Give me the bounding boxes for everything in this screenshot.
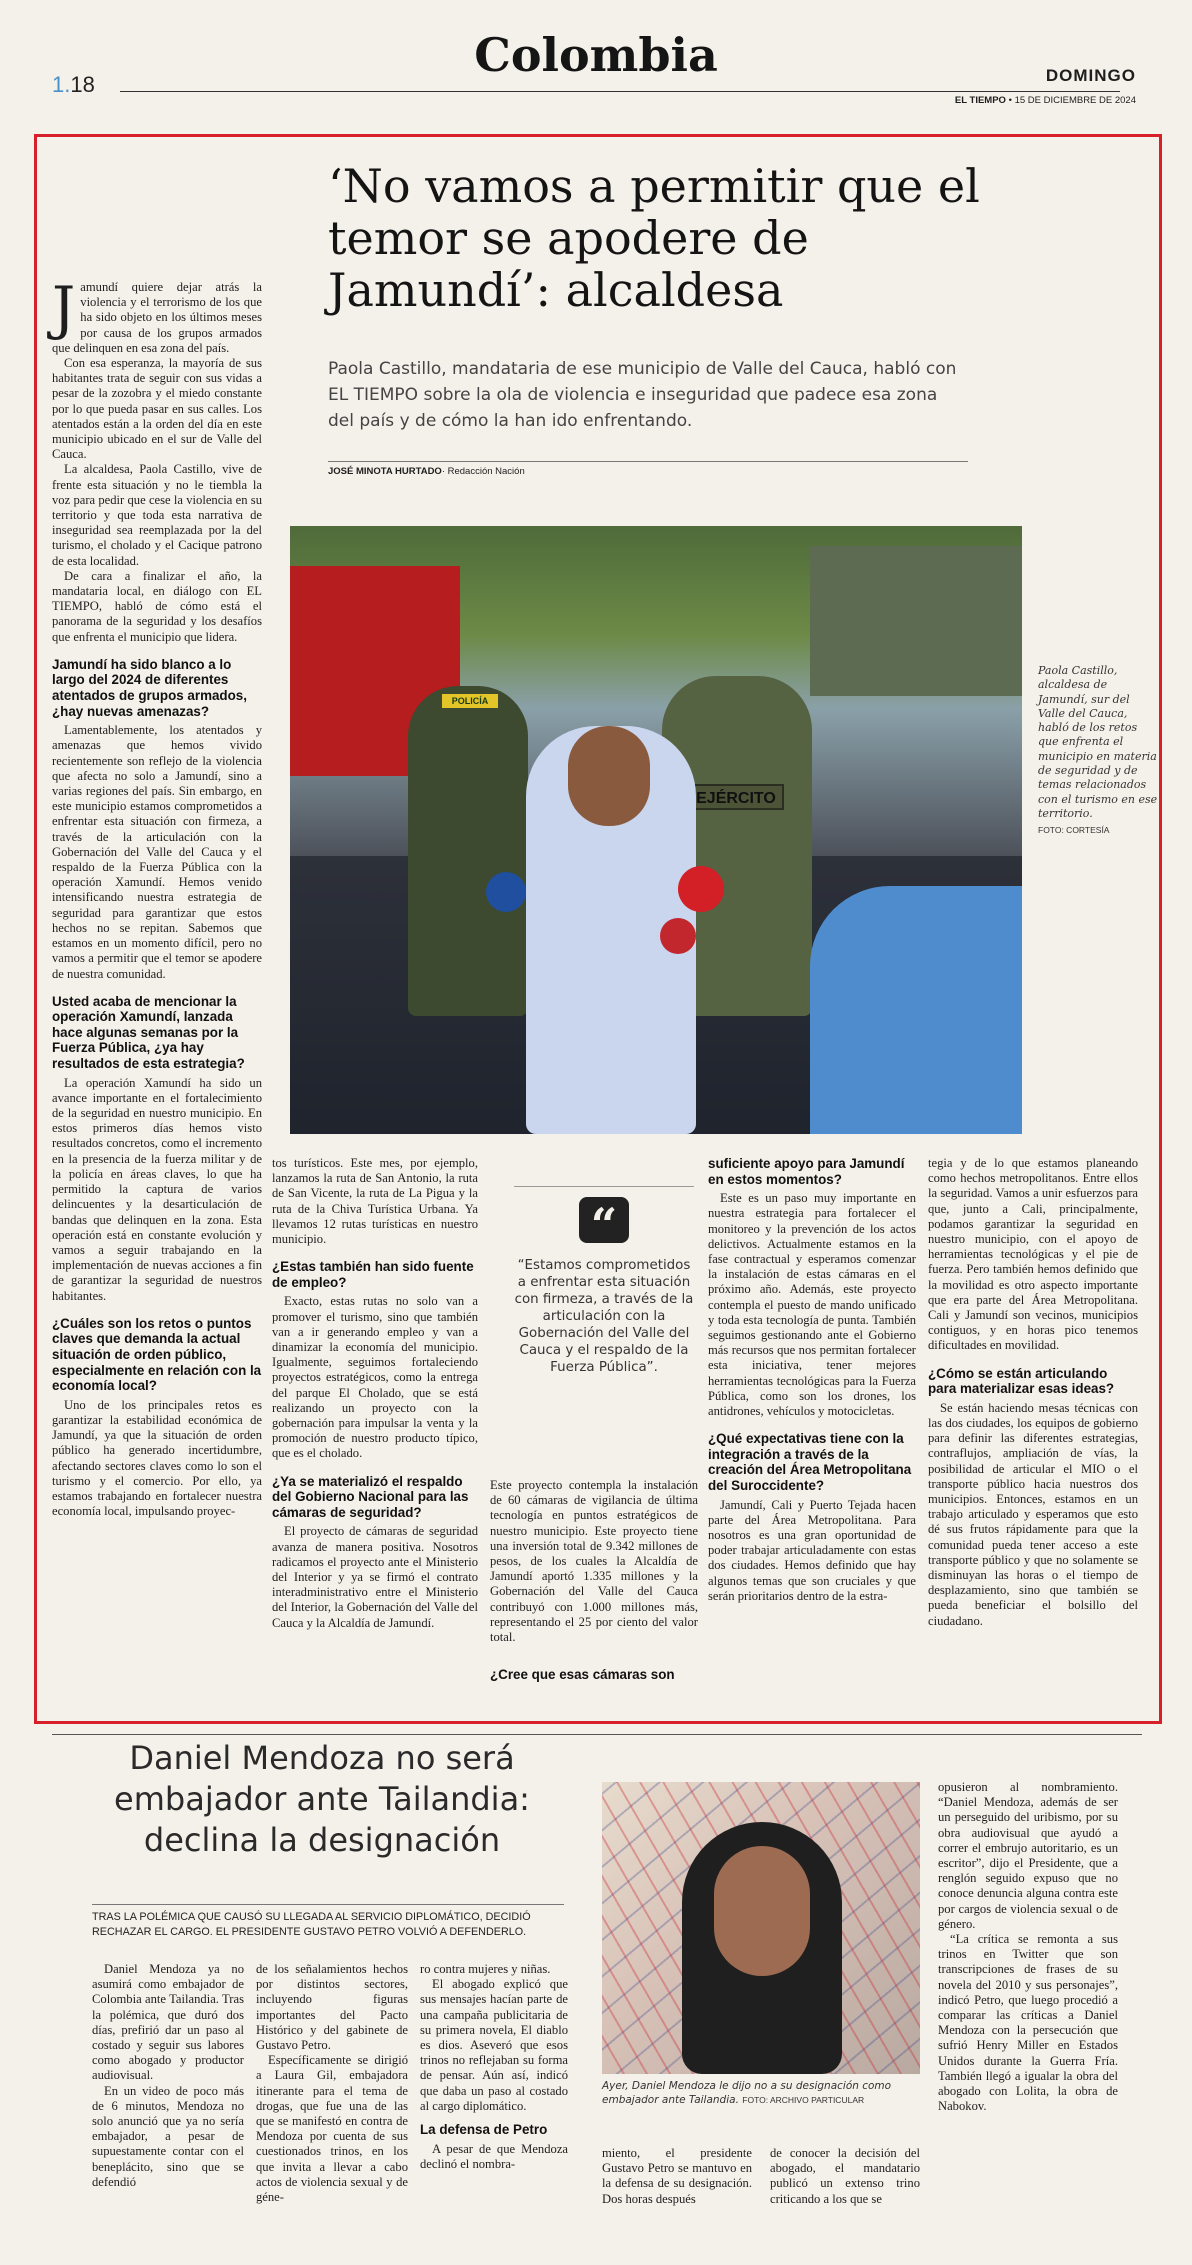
col5-question-1: ¿Cómo se están articulando para materializar esas ideas? <box>928 1365 1115 1397</box>
microphone-red-small <box>660 918 696 954</box>
sec-col2-p2: Específicamente se dirigió a Laura Gil, embajadora itinerante para el tema de drogas, que fue una de las que se manifestó en contra de Mendoza por cuenta de sus cuestionados trinos, en los que invita a llevar a cabo actos de violencia sexual y de géne- <box>256 2053 408 2205</box>
header-date: 15 DE DICIEMBRE DE 2024 <box>1014 95 1136 106</box>
army-vest-label: EJÉRCITO <box>688 784 784 810</box>
secondary-headline: Daniel Mendoza no será embajador ante Tailandia: declina la designación <box>114 1739 530 1859</box>
secondary-caption-text: Ayer, Daniel Mendoza le dijo no a su designación como embajador ante Tailandia. <box>602 2080 892 2106</box>
byline-name: JOSÉ MINOTA HURTADO <box>328 466 442 477</box>
dek-rule <box>328 461 968 462</box>
secondary-column-3 <box>420 1962 568 2172</box>
sec-col4-p1: miento, el presidente Gustavo Petro se mantuvo en la defensa de su designación. Dos horas después <box>602 2146 752 2206</box>
photo-caption <box>1038 664 1160 838</box>
article-column-5 <box>928 1156 1138 1629</box>
quote-icon: “ <box>579 1197 629 1243</box>
col5-p1: tegia y de lo que estamos planeando como hechos metropolitanos. Entre ellos la seguridad. Vamos a unir esfuerzos para que, junto a Cali, principalmente, podamos garantizar la seguridad en nuestro municipio, con el apoyo de herramientas tecnológicas y el pie de fuerza. Pero también hemos definido que la movilidad es otro aspecto importante que era parte del Área Metropolitana. Cali y Jamundí son vecinos, municipios contiguos, y en horas pico tenemos dificultades en movilidad. <box>928 1156 1138 1353</box>
police-officer-shape <box>408 686 528 1016</box>
article-dek: Paola Castillo, mandataria de ese municipio de Valle del Cauca, habló con EL TIEMPO sobre la ola de violencia e inseguridad que padece esa zona del país y de cómo la han ido enfrentando. <box>328 359 957 431</box>
col4-p2: Jamundí, Cali y Puerto Tejada hacen parte del Área Metropolitana. Para nosotros es una gran oportunidad de poder trabajar articuladamente con estas dos ciudades. Hemos definido que hay algunos temas que son cruciales y que serán prioritarios dentro de la estra- <box>708 1497 916 1603</box>
secondary-column-1 <box>92 1962 244 2190</box>
col1-p4: De cara a finalizar el año, la mandataria local, en diálogo con EL TIEMPO, habló de cómo está el panorama de la seguridad y los desafíos que enfrenta el municipio que lidera. <box>52 568 262 644</box>
secondary-dek-rule <box>92 1904 564 1905</box>
col1-p6: La operación Xamundí ha sido un avance importante en el fortalecimiento de la seguridad en nuestro municipio. En estos primeros días hemos visto resultados concretos, como el incremento en la presencia de la fuerza militar y de la policía en áreas claves, lo que ha permitido la captura de varios delincuentes y la desarticulación de bandas que delinquen en la zona. Esta operación está en constante evolución y vamos a seguir trabajando en la implementación de nuevas acciones a fin de garantizar la seguridad de nuestros habitantes. <box>52 1075 262 1303</box>
sec-col3-p1: ro contra mujeres y niñas. <box>420 1962 551 1976</box>
photo-caption-text: Paola Castillo, alcaldesa de Jamundí, sur del Valle del Cauca, habló de los retos que enfrenta el municipio en materia de seguridad y de temas relacionados con el turismo en ese territorio. <box>1038 664 1158 820</box>
col1-question-2: Usted acaba de mencionar la operación Xamundí, lanzada hace algunas semanas por la Fuerza Pública, ¿ya hay resultados de esta estrategia? <box>52 993 245 1072</box>
col2-p1: tos turísticos. Este mes, por ejemplo, lanzamos la ruta de San Antonio, la ruta de San Vicente, la ruta de La Pigua y la ruta de la Chiva Turística Urbana. Ya llevamos 12 rutas turísticas en nuestro municipio. <box>272 1156 478 1247</box>
col1-question-3: ¿Cuáles son los retos o puntos claves que demanda la actual situación de orden público, especialmente en relación con la economía local? <box>52 1315 262 1394</box>
article-byline <box>328 466 525 477</box>
pull-quote-box <box>514 1186 694 1376</box>
col2-p2: Exacto, estas rutas no solo van a promover el turismo, sino que también van a ir generando empleo y van a dinamizar la economía del municipio. Igualmente, seguimos fortaleciendo proyectos estratégicos, como la entrega del parque El Cholado, que se está realizando un proyecto con la gobernación para impulsar la venta y la promoción de nuestro producto típico, que es el cholado. <box>272 1294 478 1461</box>
microphone-blue <box>486 872 526 912</box>
article-headline: ‘No vamos a permitir que el temor se apodere de Jamundí’: alcaldesa <box>328 159 980 317</box>
secondary-column-2 <box>256 1962 408 2205</box>
page-number-value: 18 <box>70 72 95 97</box>
page-number-prefix: 1. <box>52 72 71 97</box>
sec-col6-p2: “La crítica se remonta a sus trinos en Twitter que son transcripciones de frases de su novela del 2010 y sus personajes”, indicó Petro, que luego procedió a comparar las críticas a Daniel Mendoza con la persecución que sufrió Henry Miller en Estados Unidos durante la Guerra Fría. También llegó a igualar la obra del abogado con Lolita, la obra de Nabokov. <box>938 1932 1118 2114</box>
mayor-head-shape <box>568 726 650 826</box>
sec-col1-p2: En un video de poco más de 6 minutos, Mendoza no solo anunció que ya no sería embajador, a pesar de supuestamente contar con el beneplácito, sino que se defendió <box>92 2083 244 2189</box>
secondary-dek: TRAS LA POLÉMICA QUE CAUSÓ SU LLEGADA AL SERVICIO DIPLOMÁTICO, DECIDIÓ RECHAZAR EL CARGO. EL PRESIDENTE GUSTAVO PETRO VOLVIÓ A DEFENDERLO. <box>92 1911 531 1938</box>
sec-col6-p1: opusieron al nombramiento. “Daniel Mendoza, además de ser un perseguido del uribismo, por su obra audiovisual que ayudó a correr el embrujo autoritario, es un escritor”, dijo el Presidente, que a renglón seguido expuso que no conoce denuncia alguna contra este por cargos de violencia sexual o de género. <box>938 1780 1118 1931</box>
drop-cap: J <box>52 274 76 342</box>
section-title: Colombia <box>474 28 718 82</box>
pull-quote-rule-top <box>514 1186 694 1187</box>
col5-p2: Se están haciendo mesas técnicas con las dos ciudades, los equipos de gobierno para definir las diferentes estrategias, contraflujos, ampliación de vías, la posibilidad de articular el MIO o el transporte público hacia nuestros dos municipios. Entonces, estamos en un trabajo articulado y esperamos que esto dé sus frutos rápidamente para que la comunidad pueda tener acceso a este transporte público y que no solamente se disminuyan las horas o el tiempo de desplazamiento, sino que también se pueda beneficiar el bolsillo del ciudadano. <box>928 1400 1138 1628</box>
photo-credit: FOTO: CORTESÍA <box>1038 825 1110 836</box>
article-separator <box>52 1734 1142 1735</box>
sec-col3-p2: El abogado explicó que sus mensajes hacían parte de una campaña publicitaria de su primera novela, El diablo es dios. Aseveró que esos trinos no reflejaban su forma de pensar. Aún así, indicó que daba un paso al costado al cargo diplomático. <box>420 1977 568 2113</box>
article-secondary <box>0 1736 1192 2265</box>
col1-p3: La alcaldesa, Paola Castillo, vive de frente esta situación y no le tiembla la voz para pedir que cese la violencia en su territorio y que toda esta narrativa de inseguridad sea reemplazada por la del turismo, el cholado y el Cacique patrono de esta localidad. <box>52 462 262 568</box>
col4-question-cont: suficiente apoyo para Jamundí en estos momentos? <box>708 1156 905 1187</box>
col4-question-1: ¿Qué expectativas tiene con la integración a través de la creación del Área Metropolitana del Suroccidente? <box>708 1431 912 1494</box>
col1-p1: amundí quiere dejar atrás la violencia y el terrorismo de los que ha sido objeto en los últimos meses por causa de los grupos armados que delinquen en esa zona del país. <box>52 280 262 355</box>
pull-quote-text: “Estamos comprometidos a enfrentar esta situación con firmeza, a través de la articulación con la Gobernación del Valle del Cauca y el respaldo de la Fuerza Pública”. <box>514 1258 694 1375</box>
col2-p3: El proyecto de cámaras de seguridad avanza de manera positiva. Nosotros radicamos el proyecto ante el Ministerio del Interior y ya se firmó el contrato interadministrativo entre el Ministerio del Interior, la Gobernación del Valle del Cauca y la Alcaldía de Jamundí. <box>272 1524 478 1630</box>
header-date-sep: • <box>1005 95 1015 106</box>
col1-p5: Lamentablemente, los atentados y amenazas que hemos vivido recientemente son reflejo de la violencia que afecta no solo a Jamundí, sino a varias regiones del país. Sin embargo, en este municipio estamos comprometidos a enfrentar esta situación con firmeza, a través de la articulación con la Gobernación del Valle del Cauca y el respaldo de la Fuerza Pública con la operación Xamundí. Hemos venido intensificando nuestra estrategia de seguridad para garantizar que estos hechos no se repitan. Sabemos que estamos en un momento difícil, pero no vamos a permitir que el temor se apodere de nuestra comunidad. <box>52 723 262 981</box>
reporter-shape <box>810 886 1022 1134</box>
byline-role: · Redacción Nación <box>441 466 525 477</box>
col1-question-1: Jamundí ha sido blanco a lo largo del 2024 de diferentes atentados de grupos armados, ¿hay nuevas amenazas? <box>52 656 247 719</box>
secondary-column-6 <box>938 1780 1118 2114</box>
sec-col3-subhead: La defensa de Petro <box>420 2122 548 2138</box>
secondary-photo-credit: FOTO: ARCHIVO PARTICULAR <box>742 2094 865 2105</box>
col2-question-2: ¿Ya se materializó el respaldo del Gobierno Nacional para las cámaras de seguridad? <box>272 1473 469 1520</box>
microphone-red <box>678 866 724 912</box>
header-brand: EL TIEMPO <box>954 95 1006 106</box>
truck-shape <box>810 546 1022 696</box>
article-column-3 <box>490 1478 698 1687</box>
header-day: DOMINGO <box>1045 66 1136 85</box>
col1-p7: Uno de los principales retos es garantizar la estabilidad económica de Jamundí, ya que la situación de orden público ha generado incertidumbre, afectando sectores claves como lo son el turismo y el comercio. Por ello, ya estamos trabajando en fortalecer nuestra economía local, impulsando proyec- <box>52 1397 262 1519</box>
secondary-column-4 <box>602 2146 752 2207</box>
sec-col3-p3: A pesar de que Mendoza declinó el nombra- <box>420 2141 568 2171</box>
col3-question-1: ¿Cree que esas cámaras son <box>490 1667 675 1683</box>
col1-p2: Con esa esperanza, la mayoría de sus habitantes trata de seguir con sus vidas a pesar de la zozobra y el miedo constante por lo que pueda pasar en sus calles. Los atentados están a la orden del día en este municipio ubicado en el sur de Valle del Cauca. <box>52 356 262 462</box>
secondary-photo-caption <box>602 2080 920 2107</box>
police-badge: POLICÍA <box>442 694 498 708</box>
portrait-face-shape <box>714 1846 810 1976</box>
col2-question-1: ¿Estas también han sido fuente de empleo? <box>272 1259 474 1290</box>
sec-col5-p1: de conocer la decisión del abogado, el mandatario publicó un extenso trino criticando a los que se <box>770 2146 920 2206</box>
col4-p1: Este es un paso muy importante en nuestra estrategia para fortalecer el monitoreo y la prevención de los actos delictivos. Actualmente estamos en la fase contractual y esperamos comenzar la instalación de estas cámaras en el próximo año. Además, este proyecto contempla el puesto de mando unificado y toda esta tecnología de punta. También seguimos gestionando ante el Gobierno más recursos que nos permitan fortalecer esta iniciativa, tener mejores herramientas tecnológicas para la Fuerza Pública, como son los drones, los antidrones, vehículos y motocicletas. <box>708 1191 916 1419</box>
article-column-4 <box>708 1156 916 1604</box>
secondary-photo <box>602 1782 920 2074</box>
col3-p1: Este proyecto contempla la instalación de 60 cámaras de vigilancia de última tecnología en puntos estratégicos de nuestro municipio. Este proyecto tiene una inversión total de 9.342 millones de pesos, de los cuales la Alcaldía de Jamundí aportó 1.335 millones y la Gobernación del Valle del Cauca contribuyó con 1.000 millones más, representando el 25 por ciento del valor total. <box>490 1478 698 1645</box>
secondary-column-5 <box>770 2146 920 2207</box>
article-column-2 <box>272 1156 478 1631</box>
sec-col2-p1: de los señalamientos hechos por distintos sectores, incluyendo figuras importantes del Pacto Histórico y del gabinete de Gustavo Petro. <box>256 1962 408 2053</box>
article-column-1 <box>52 274 262 1519</box>
article-photo <box>290 526 1022 1134</box>
sec-col1-p1: Daniel Mendoza ya no asumirá como embajador de Colombia ante Tailandia. Tras la polémica, que duró dos días, prefirió dar un paso al costado y seguir sus labores como abogado y productor audiovisual. <box>92 1962 244 2083</box>
